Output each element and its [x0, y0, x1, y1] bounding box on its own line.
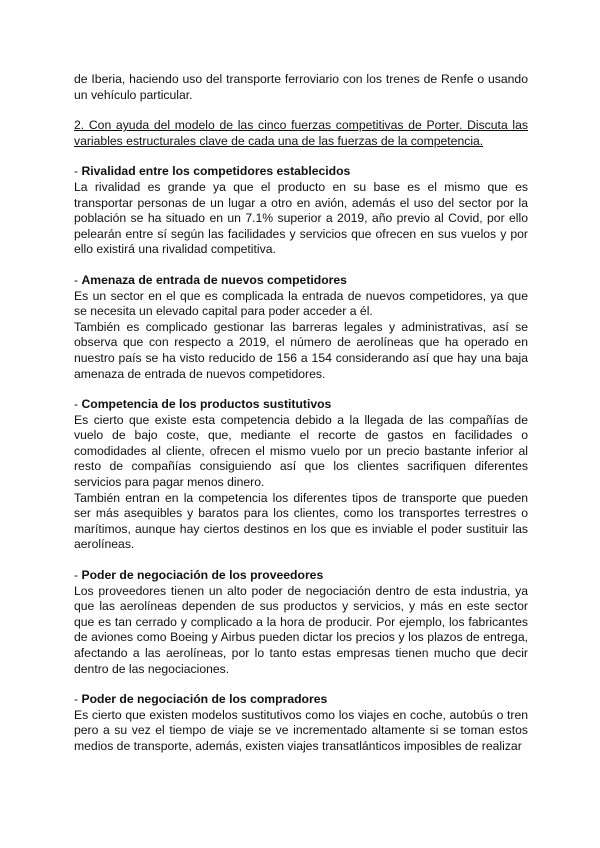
section-paragraph: Los proveedores tienen un alto poder de negociación dentro de esta industria, ya que las aerolíneas dependen de sus productos y servicios, y más en este sector que es tan cerrado y complicado a la hora de producir. Por ejemplo, los fabricantes de aviones como Boeing y Airbus pueden dictar los precios y los plazos de entrega, afectando a las aerolíneas, por lo tanto estas empresas tienen mucho que decir dentro de las negociaciones.: [74, 583, 528, 676]
heading-dash: -: [74, 164, 82, 179]
heading-dash: -: [74, 568, 82, 583]
section-title: Poder de negociación de los proveedores: [81, 568, 324, 583]
section-title: Amenaza de entrada de nuevos competidores: [81, 272, 347, 287]
section-poder-compradores: [74, 692, 528, 754]
section-paragraph: También entran en la competencia los diferentes tipos de transporte que pueden ser más asequibles y baratos para los clientes, como los transportes terrestres o marítimos, aunque hay ciertos destinos en los que es inviable el poder sustituir las aerolíneas.: [74, 490, 528, 552]
section-rivalidad: [74, 164, 528, 258]
section-paragraph: Es cierto que existen modelos sustitutivos como los viajes en coche, autobús o tren pero a su vez el tiempo de viaje se ve incrementado altamente si se toman estos medios de transporte, además, existen viajes transatlánticos imposibles de realizar: [74, 707, 528, 753]
section-paragraph: Es cierto que existe esta competencia debido a la llegada de las compañías de vuelo de bajo coste, que, mediante el recorte de gastos en facilidades o comodidades al cliente, ofrecen el mismo vuelo por un precio bastante inferior al resto de compañías consiguiendo así que los clientes sacrifiquen diferentes servicios para pagar menos dinero.: [74, 412, 528, 490]
section-paragraph: También es complicado gestionar las barreras legales y administrativas, así se observa que con respecto a 2019, el número de aerolíneas que ha operado en nuestro país se ha visto reducido de 156 a 154 considerando así que hay una baja amenaza de entrada de nuevos competidores.: [74, 319, 528, 381]
heading-dash: -: [74, 272, 82, 287]
heading-dash: -: [74, 397, 82, 412]
section-paragraph: La rivalidad es grande ya que el producto en su base es el mismo que es transportar personas de un lugar a otro en avión, además el uso del sector por la población se ha situado en un 7.1% superior a 2019, año previo al Covid, por ello pelearán entre sí según las facilidades y servicios que ofrecen en sus vuelos y por ello existirá una rivalidad competitiva.: [74, 179, 528, 257]
section-title: Rivalidad entre los competidores establecidos: [81, 164, 351, 179]
intro-paragraph: de Iberia, haciendo uso del transporte ferroviario con los trenes de Renfe o usando un vehículo particular.: [74, 72, 528, 102]
section-heading: [74, 273, 528, 289]
section-paragraph: Es un sector en el que es complicada la entrada de nuevos competidores, ya que se necesita un elevado capital para poder acceder a él.: [74, 288, 528, 319]
section-heading: [74, 397, 528, 413]
question-heading: 2. Con ayuda del modelo de las cinco fuerzas competitivas de Porter. Discuta las variables estructurales clave de cada una de las fuerzas de la competencia.: [74, 118, 528, 148]
document-page: [74, 72, 528, 770]
section-amenaza-entrada: [74, 273, 528, 382]
section-heading: [74, 568, 528, 584]
section-heading: [74, 164, 528, 180]
heading-dash: -: [74, 692, 82, 707]
section-title: Competencia de los productos sustitutivos: [81, 397, 332, 412]
section-poder-proveedores: [74, 568, 528, 677]
section-title: Poder de negociación de los compradores: [81, 692, 328, 707]
section-heading: [74, 692, 528, 708]
section-productos-sustitutivos: [74, 397, 528, 553]
